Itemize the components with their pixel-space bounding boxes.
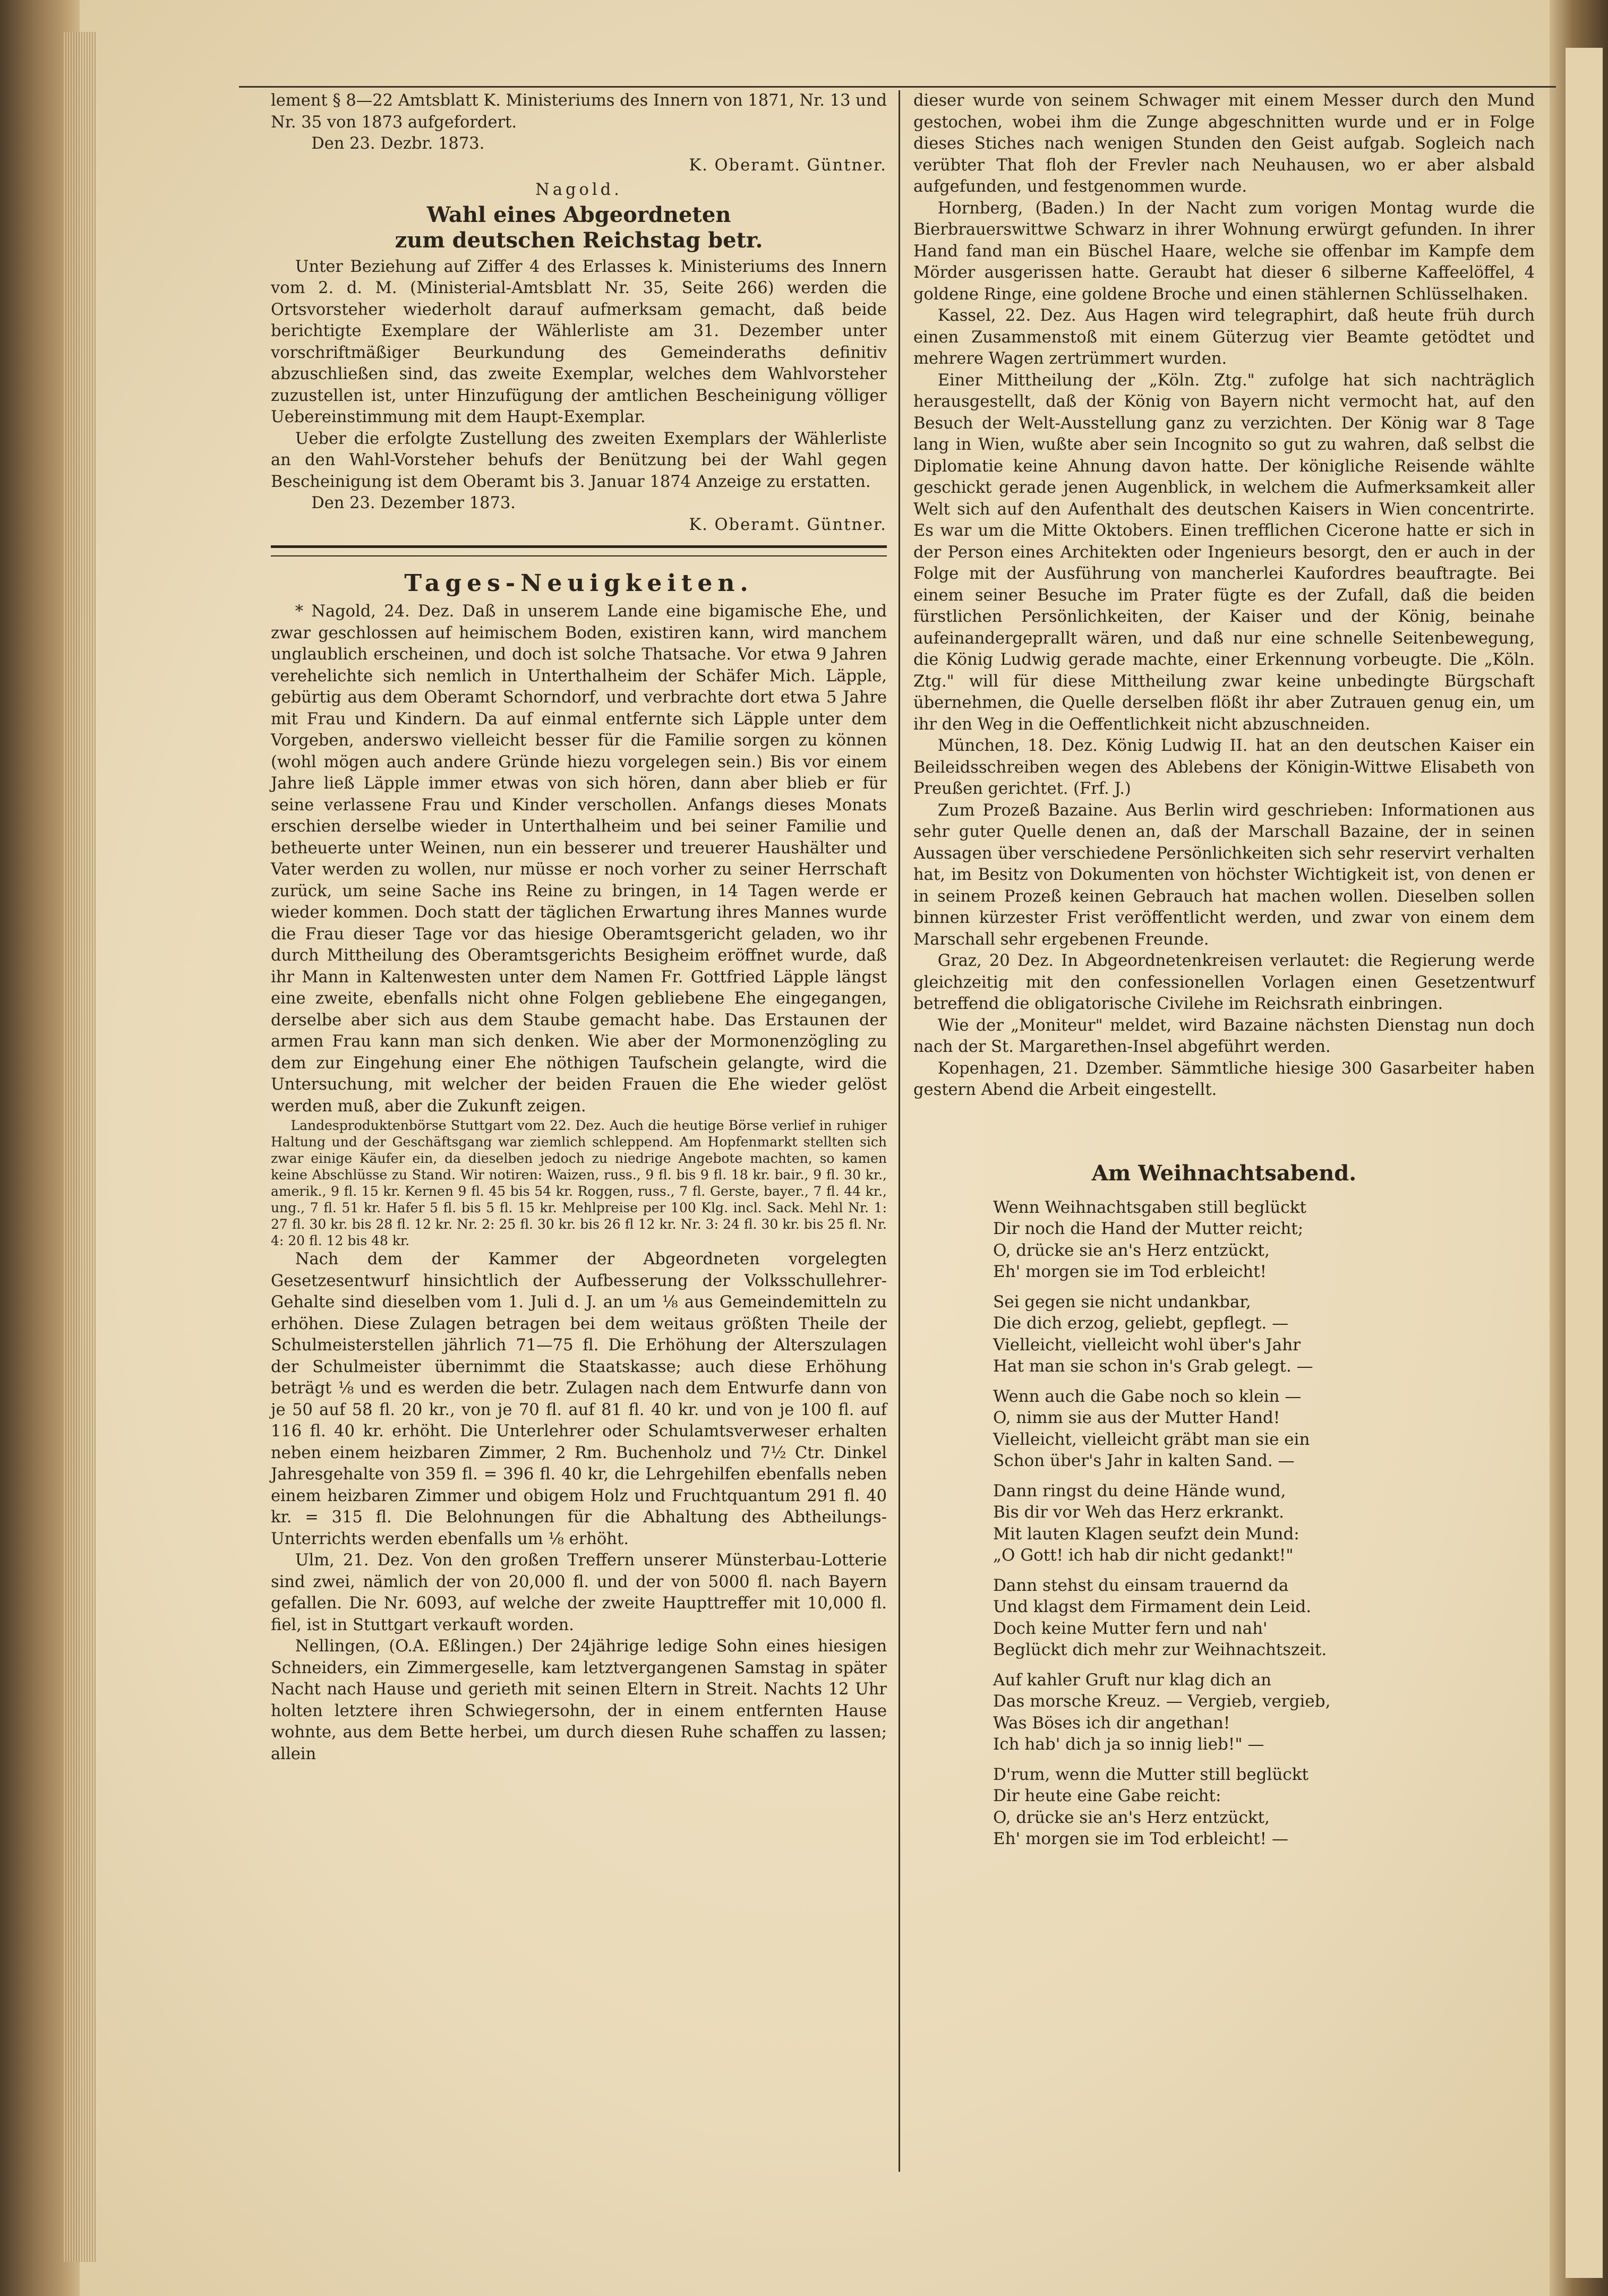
poem-line: Hat man sie schon in's Grab gelegt. — xyxy=(993,1357,1313,1376)
poem-line: Vielleicht, vielleicht gräbt man sie ein xyxy=(993,1429,1310,1449)
poem-line: Mit lauten Klagen seufzt dein Mund: xyxy=(993,1524,1299,1544)
poem-line: O, drücke sie an's Herz entzückt, xyxy=(993,1240,1270,1260)
poem-line: Beglückt dich mehr zur Weihnachtszeit. xyxy=(993,1640,1327,1659)
poem-line: D'rum, wenn die Mutter still beglückt xyxy=(993,1764,1309,1784)
poem-stanza xyxy=(993,1764,1535,1850)
poem-line: Und klagst dem Firmament dein Leid. xyxy=(993,1597,1312,1616)
poem xyxy=(913,1197,1535,1850)
right-column xyxy=(913,90,1535,1858)
poem-line: Schon über's Jahr in kalten Sand. — xyxy=(993,1451,1295,1470)
news-item: Hornberg, (Baden.) In der Nacht zum vorigen Montag wurde die Bierbrauerswittwe Schwarz in ihrer Wohnung erwürgt gefunden. In ihrer Hand fand man ein Büschel Haare, welche sie offenbar im Kampfe dem Mörder ausgerissen hatte. Geraubt hat dieser 6 silberne Kaffeelöffel, 4 goldene Ringe, eine goldene Broche und einen stählernen Schlüsselhaken. xyxy=(913,199,1535,304)
poem-line: Ich hab' dich ja so innig lieb!" — xyxy=(993,1735,1264,1754)
news-item: Ulm, 21. Dez. Von den großen Treffern unserer Münsterbau-Lotterie sind zwei, nämlich der von 20,000 fl. und der von 5000 fl. nach Bayern gefallen. Die Nr. 6093, auf welche der zweite Haupttreffer mit 10,000 fl. fiel, ist in Stuttgart verkauft worden. xyxy=(271,1551,887,1634)
poem-line: Wenn Weihnachtsgaben still beglückt xyxy=(993,1197,1306,1217)
news-item: dieser wurde von seinem Schwager mit einem Messer durch den Mund gestochen, wobei ihm die Zunge abgeschnitten wurde und er in Folge dieses Stiches nach wenigen Stunden den Geist aufgab. Sogleich nach verübter That floh der Frevler nach Neuhausen, wo er aber alsbald aufgefunden, und festgenommen wurde. xyxy=(913,91,1535,196)
notice-continuation: lement § 8—22 Amtsblatt K. Ministeriums des Innern von 1871, Nr. 13 und Nr. 35 von 1873 aufgefordert. xyxy=(271,91,887,132)
news-item: Nellingen, (O.A. Eßlingen.) Der 24jährige ledige Sohn eines hiesigen Schneiders, ein Zimmergeselle, kam letztvergangenen Samstag in später Nacht nach Hause und gerieth mit seinen Eltern in Streit. Nachts 12 Uhr holten letztere ihren Schwiegersohn, der in einem entfernten Hause wohnte, aus dem Bette herbei, um durch diesen Ruhe schaffen zu lassen; allein xyxy=(271,1637,887,1763)
notice-title-line2: zum deutschen Reichstag betr. xyxy=(395,227,763,253)
poem-stanza xyxy=(993,1386,1535,1472)
news-item: Einer Mittheilung der „Köln. Ztg." zufolge hat sich nachträglich herausgestellt, daß der König von Bayern nicht vermocht hat, auf den Besuch der Welt-Ausstellung ganz zu verzichten. Der König war 8 Tage lang in Wien, wußte aber sein Incognito so gut zu wahren, daß selbst die Diplomatie keine Ahnung davon hatte. Der königliche Reisende wählte geschickt gerade jenen Augenblick, in welchem die Aufmerksamkeit aller Welt sich auf den Aufenthalt des deutschen Kaisers in Wien concentrirte. Es war um die Mitte Oktobers. Einen trefflichen Cicerone hatte er sich in der Person eines Architekten oder Ingenieurs besorgt, den er auch in der Folge mit der Ausführung von mancherlei Kaufordres beauftragte. Bei einem seiner Besuche im Prater fügte es der Zufall, daß die beiden fürstlichen Persönlichkeiten, der Kaiser und der König, beinahe aufeinandergeprallt wären, und daß nur eine schnelle Seitenbewegung, die König Ludwig gerade machte, einer Erkennung vorbeugte. Die „Köln. Ztg." will für diese Mittheilung zwar keine unbedingte Bürgschaft übernehmen, die Quelle derselben flößt ihr aber Zutrauen genug ein, um ihr den Weg in die Oeffentlichkeit nicht abzuschneiden. xyxy=(913,371,1535,734)
poem-line: Dir heute eine Gabe reicht: xyxy=(993,1786,1221,1805)
poem-line: Die dich erzog, geliebt, gepflegt. — xyxy=(993,1314,1289,1333)
poem-line: Doch keine Mutter fern und nah' xyxy=(993,1618,1268,1638)
poem-line: Vielleicht, vielleicht wohl über's Jahr xyxy=(993,1335,1301,1355)
poem-stanza xyxy=(993,1669,1535,1755)
poem-line: Was Böses ich dir angethan! xyxy=(993,1713,1230,1733)
notice-signature: K. Oberamt. Güntner. xyxy=(689,515,887,534)
news-item: Graz, 20 Dez. In Abgeordnetenkreisen verlautet: die Regierung werde gleichzeitig mit den confessionellen Vorlagen einen Gesetzentwurf betreffend die obligatorische Civilehe im Reichsrath einbringen. xyxy=(913,952,1535,1013)
poem-line: Dann ringst du deine Hände wund, xyxy=(993,1481,1286,1501)
poem-line: Eh' morgen sie im Tod erbleicht! xyxy=(993,1262,1267,1281)
poem-line: Auf kahler Gruft nur klag dich an xyxy=(993,1670,1272,1690)
poem-stanza xyxy=(993,1575,1535,1661)
notice-date: Den 23. Dezember 1873. xyxy=(311,494,516,512)
poem-line: O, nimm sie aus der Mutter Hand! xyxy=(993,1408,1280,1427)
poem-stanza xyxy=(993,1291,1535,1377)
notice-signature: K. Oberamt. Güntner. xyxy=(689,156,887,175)
page-edges xyxy=(64,32,96,2262)
news-item: München, 18. Dez. König Ludwig II. hat an den deutschen Kaiser ein Beileidsschreiben wegen des Ablebens der Königin-Wittwe Elisabeth von Preußen gerichtet. (Frf. J.) xyxy=(913,736,1535,798)
poem-title: Am Weihnachtsabend. xyxy=(1091,1160,1357,1186)
notice-date: Den 23. Dezbr. 1873. xyxy=(311,134,485,153)
news-item: Wie der „Moniteur" meldet, wird Bazaine nächsten Dienstag nun doch nach der St. Margarethen-Insel abgeführt werden. xyxy=(913,1016,1535,1056)
news-heading: Tages-Neuigkeiten. xyxy=(404,570,754,597)
top-rule xyxy=(239,86,1556,88)
notice-paragraph: Unter Beziehung auf Ziffer 4 des Erlasses k. Ministeriums des Innern vom 2. d. M. (Ministerial-Amtsblatt Nr. 35, Seite 266) werden die Ortsvorsteher wiederholt darauf aufmerksam gemacht, daß beide berichtigte Exemplare der Wählerliste am 31. Dezember unter vorschriftmäßiger Beurkundung des Gemeinderaths definitiv abzuschließen sind, das zweite Exemplar, welches dem Wahlvorsteher zuzustellen ist, unter Hinzufügung der amtlichen Bescheinigung völliger Uebereinstimmung mit dem Haupt-Exemplar. xyxy=(271,257,887,426)
poem-line: Dir noch die Hand der Mutter reicht; xyxy=(993,1219,1304,1238)
notice-title-line1: Wahl eines Abgeordneten xyxy=(426,202,731,227)
poem-line: Bis dir vor Weh das Herz erkrankt. xyxy=(993,1503,1285,1522)
news-item: Kassel, 22. Dez. Aus Hagen wird telegraphirt, daß heute früh durch einen Zusammenstoß mit einem Güterzug vier Beamte getödtet und mehrere Wagen zertrümmert wurden. xyxy=(913,306,1535,368)
news-item: Nach dem der Kammer der Abgeordneten vorgelegten Gesetzesentwurf hinsichtlich der Aufbesserung der Volksschullehrer-Gehalte sind dieselben vom 1. Juli d. J. an um ⅛ aus Gemeindemitteln zu erhöhen. Diese Zulagen betragen bei dem weitaus größten Theile der Schulmeisterstellen jährlich 71—75 fl. Die Erhöhung der Alterszulagen der Schulmeister übernimmt die Staatskasse; auch diese Erhöhung beträgt ⅛ und es werden die betr. Zulagen nach dem Entwurfe dann von je 50 auf 58 fl. 20 kr., von je 70 fl. auf 81 fl. 40 kr. und von je 100 fl. auf 116 fl. 40 kr. erhöht. Die Unterlehrer oder Schulamtsverweser erhalten neben einem heizbaren Zimmer, 2 Rm. Buchenholz und 7½ Ctr. Dinkel Jahresgehalte von 359 fl. = 396 fl. 40 kr, die Lehrgehilfen ebenfalls neben einem heizbaren Zimmer und obigem Holz und Fruchtquantum 291 fl. 40 kr. = 315 fl. Die Belohnungen für die Abhaltung des Abtheilungs-Unterrichts werden ebenfalls um ⅛ erhöht. xyxy=(271,1250,887,1548)
poem-line: Dann stehst du einsam trauernd da xyxy=(993,1575,1289,1595)
poem-line: Eh' morgen sie im Tod erbleicht! — xyxy=(993,1829,1288,1848)
news-item: Kopenhagen, 21. Dzember. Sämmtliche hiesige 300 Gasarbeiter haben gestern Abend die Arbeit eingestellt. xyxy=(913,1059,1535,1099)
column-divider xyxy=(899,90,900,2172)
notice-paragraph: Ueber die erfolgte Zustellung des zweiten Exemplars der Wählerliste an den Wahl-Vorsteher behufs der Benützung bei der Wahl gegen Bescheinigung ist dem Oberamt bis 3. Januar 1874 Anzeige zu erstatten. xyxy=(271,429,887,491)
left-column xyxy=(271,90,887,1765)
facing-page-edge xyxy=(1566,48,1603,2278)
poem-line: O, drücke sie an's Herz entzückt, xyxy=(993,1807,1270,1827)
poem-stanza xyxy=(993,1480,1535,1566)
news-item: Zum Prozeß Bazaine. Aus Berlin wird geschrieben: Informationen aus sehr guter Quelle denen an, daß der Marschall Bazaine, der in seinen Aussagen über verschiedene Persönlichkeiten sich sehr reservirt verhalten hat, im Besitz von Dokumenten von höchster Wichtigkeit ist, von denen er in seinem Prozeß keinen Gebrauch hat machen wollen. Dieselben sollen binnen kürzester Frist veröffentlicht werden, und zwar von einem dem Marschall sehr ergebenen Freunde. xyxy=(913,801,1535,949)
section-rule xyxy=(271,545,887,556)
poem-line: Sei gegen sie nicht undankbar, xyxy=(993,1292,1251,1312)
poem-line: Wenn auch die Gabe noch so klein — xyxy=(993,1386,1302,1406)
news-item-market: Landesproduktenbörse Stuttgart vom 22. Dez. Auch die heutige Börse verlief in ruhiger Haltung und der Geschäftsgang war ziemlich schleppend. Am Hopfenmarkt stellten sich zwar einige Käufer ein, da dieselben jedoch zu niedrige Angebote machten, so kamen keine Abschlüsse zu Stand. Wir notiren: Waizen, russ., 9 fl. bis 9 fl. 18 kr. bair., 9 fl. 30 kr., amerik., 9 fl. 15 kr. Kernen 9 fl. 45 bis 54 kr. Roggen, russ., 7 fl. Gerste, bayer., 7 fl. 44 kr., ung., 7 fl. 51 kr. Hafer 5 fl. bis 5 fl. 15 kr. Mehlpreise per 100 Klg. incl. Sack. Mehl Nr. 1: 27 fl. 30 kr. bis 28 fl. 12 kr. Nr. 2: 25 fl. 30 kr. bis 26 fl 12 kr. Nr. 3: 24 fl. 30 kr. bis 25 fl. Nr. 4: 20 fl. 12 bis 48 kr. xyxy=(271,1118,887,1248)
news-item: * Nagold, 24. Dez. Daß in unserem Lande eine bigamische Ehe, und zwar geschlossen auf heimischem Boden, existiren kann, wird manchem unglaublich erscheinen, und doch ist solche Thatsache. Vor etwa 9 Jahren verehelichte sich nemlich in Unterthalheim der Schäfer Mich. Läpple, gebürtig aus dem Oberamt Schorndorf, und verbrachte dort etwa 5 Jahre mit Frau und Kindern. Da auf einmal entfernte sich Läpple unter dem Vorgeben, anderswo vielleicht besser für die Familie sorgen zu können (wohl mögen auch andere Gründe hiezu vorgelegen sein.) Bis vor einem Jahre ließ Läpple immer etwas von sich hören, dann aber blieb er für seine verlassene Frau und Kinder verschollen. Anfangs dieses Monats erschien derselbe wieder in Unterthalheim und bei seiner Familie und betheuerte unter Weinen, nun ein besserer und treuerer Haushälter und Vater werden zu wollen, nur müsse er noch vorher zu seiner Herrschaft zurück, um seine Sache ins Reine zu bringen, in 14 Tagen werde er wieder kommen. Doch statt der täglichen Erwartung ihres Mannes wurde die Frau dieser Tage vor das hiesige Oberamtsgericht geladen, wo ihr durch Mittheilung des Oberamtsgerichts Besigheim eröffnet wurde, daß ihr Mann in Kaltenwesten unter dem Namen Fr. Gottfried Läpple längst eine zweite, ebenfalls nicht ohne Folgen gebliebene Ehe eingegangen, derselbe aber sich aus dem Staube gemacht habe. Das Erstaunen der armen Frau kann man sich denken. Wie aber der Mormonenzögling zu dem zur Eingehung einer Ehe nöthigen Taufschein gelangte, wird die Untersuchung, mit welcher der beiden Frauen die Ehe wieder gelöst werden muß, aber die Zukunft zeigen. xyxy=(271,602,887,1116)
poem-line: Das morsche Kreuz. — Vergieb, vergieb, xyxy=(993,1692,1331,1711)
poem-line: „O Gott! ich hab dir nicht gedankt!" xyxy=(993,1546,1294,1565)
poem-stanza xyxy=(993,1197,1535,1283)
notice-place: Nagold. xyxy=(535,181,622,199)
newspaper-page xyxy=(250,90,1556,2257)
